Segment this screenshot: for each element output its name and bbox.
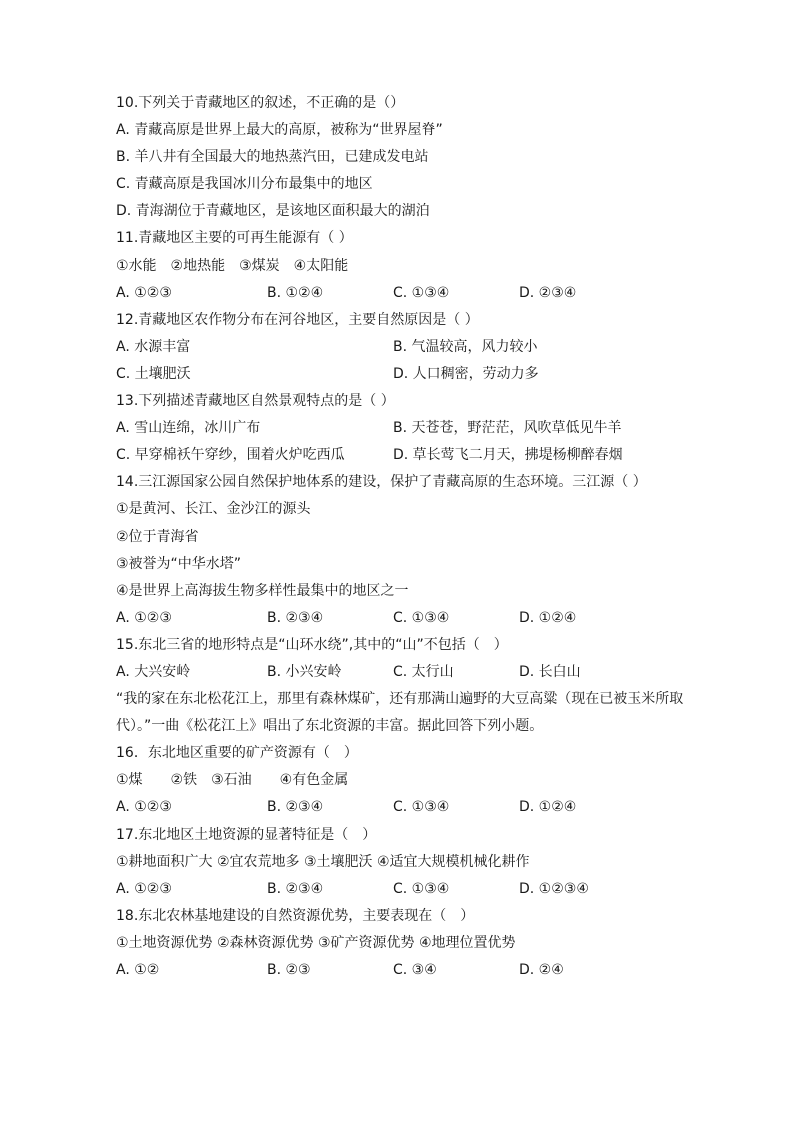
question-11-items: ①水能 ②地热能 ③煤炭 ④太阳能 xyxy=(116,257,349,274)
question-18-items: ①土地资源优势 ②森林资源优势 ③矿产资源优势 ④地理位置优势 xyxy=(116,934,516,951)
question-13-option-b: B. 天苍苍，野茫茫，风吹草低见牛羊 xyxy=(393,420,622,437)
question-17-options xyxy=(116,876,686,903)
question-15-options xyxy=(116,659,686,686)
question-14-option-d: D. ①②④ xyxy=(519,609,577,626)
question-13-options-row1 xyxy=(116,415,686,442)
question-10-option-d: D. 青海湖位于青藏地区，是该地区面积最大的湖泊 xyxy=(116,203,430,220)
question-11-options xyxy=(116,280,686,307)
question-18-option-a: A. ①② xyxy=(116,962,160,978)
question-11-stem: 11.青藏地区主要的可再生能源有（ ） xyxy=(116,230,353,247)
question-16-items: ①煤 ②铁 ③石油 ④有色金属 xyxy=(116,772,349,789)
question-10-option-a: A. 青藏高原是世界上最大的高原，被称为“世界屋脊” xyxy=(116,122,443,139)
reading-passage: “我的家在东北松花江上，那里有森林煤矿，还有那满山遍野的大豆高粱（现在已被玉米所取代）。”一曲《松花江上》唱出了东北资源的丰富。据此回答下列小题。 xyxy=(116,691,684,735)
question-16-option-d: D. ①②④ xyxy=(519,799,577,816)
question-13-option-d: D. 草长莺飞二月天，拂堤杨柳醉春烟 xyxy=(393,447,623,464)
question-13-stem: 13.下列描述青藏地区自然景观特点的是（ ） xyxy=(116,393,395,410)
question-12-option-d: D. 人口稠密，劳动力多 xyxy=(393,365,539,382)
question-16-option-c: C. ①③④ xyxy=(393,799,450,816)
question-14-stem: 14.三江源国家公园自然保护地体系的建设，保护了青藏高原的生态环境。三江源（ ） xyxy=(116,474,647,491)
question-16-stem: 16．东北地区重要的矿产资源有（ ） xyxy=(116,745,358,762)
question-16-options xyxy=(116,794,686,821)
question-13-options-row2 xyxy=(116,442,686,469)
question-14-option-a: A. ①②③ xyxy=(116,609,172,626)
question-17-option-d: D. ①②③④ xyxy=(519,880,589,897)
question-17-items: ①耕地面积广大 ②宜农荒地多 ③土壤肥沃 ④适宜大规模机械化耕作 xyxy=(116,853,530,870)
question-14-option-c: C. ①③④ xyxy=(393,609,450,626)
question-14-item-3: ③被誉为“中华水塔” xyxy=(116,555,242,572)
question-11-option-d: D. ②③④ xyxy=(519,284,577,301)
question-10-option-b: B. 羊八井有全国最大的地热蒸汽田，已建成发电站 xyxy=(116,149,429,166)
question-16-option-b: B. ②③④ xyxy=(267,799,324,816)
question-18-stem: 18.东北农林基地建设的自然资源优势，主要表现在（ ） xyxy=(116,907,475,924)
question-10-stem: 10.下列关于青藏地区的叙述，不正确的是（） xyxy=(116,95,405,111)
question-14-options xyxy=(116,605,686,632)
question-14-item-4: ④是世界上高海拔生物多样性最集中的地区之一 xyxy=(116,582,409,599)
question-12-option-a: A. 水源丰富 xyxy=(116,338,191,355)
question-15-option-c: C. 太行山 xyxy=(393,663,454,680)
question-17-stem: 17.东北地区土地资源的显著特征是（ ） xyxy=(116,826,377,843)
question-13-option-a: A. 雪山连绵，冰川广布 xyxy=(116,420,261,437)
question-18-option-d: D. ②④ xyxy=(519,962,564,978)
question-12-options-row2 xyxy=(116,361,686,388)
question-12-option-c: C. 土壤肥沃 xyxy=(116,365,191,382)
question-13-option-c: C. 早穿棉袄午穿纱，围着火炉吃西瓜 xyxy=(116,447,345,464)
question-18-option-b: B. ②③ xyxy=(267,962,311,978)
question-11-option-a: A. ①②③ xyxy=(116,284,172,301)
question-11-option-b: B. ①②④ xyxy=(267,284,324,301)
question-18-options xyxy=(116,957,686,984)
question-list xyxy=(116,90,686,984)
question-15-option-b: B. 小兴安岭 xyxy=(267,663,342,680)
question-14-item-1: ①是黄河、长江、金沙江的源头 xyxy=(116,501,311,518)
question-11-option-c: C. ①③④ xyxy=(393,284,450,301)
question-17-option-a: A. ①②③ xyxy=(116,880,172,897)
question-17-option-b: B. ②③④ xyxy=(267,880,324,897)
question-15-option-d: D. 长白山 xyxy=(519,663,581,680)
question-15-stem: 15.东北三省的地形特点是“山环水绕”,其中的“山”不包括（ ） xyxy=(116,636,508,653)
question-16-option-a: A. ①②③ xyxy=(116,799,172,816)
question-14-item-2: ②位于青海省 xyxy=(116,528,199,545)
question-17-option-c: C. ①③④ xyxy=(393,880,450,897)
question-18-option-c: C. ③④ xyxy=(393,962,437,978)
question-12-options-row1 xyxy=(116,334,686,361)
question-12-stem: 12.青藏地区农作物分布在河谷地区，主要自然原因是（ ） xyxy=(116,311,479,328)
question-14-option-b: B. ②③④ xyxy=(267,609,324,626)
question-15-option-a: A. 大兴安岭 xyxy=(116,663,191,680)
question-10-option-c: C. 青藏高原是我国冰川分布最集中的地区 xyxy=(116,176,373,193)
question-12-option-b: B. 气温较高，风力较小 xyxy=(393,338,538,355)
